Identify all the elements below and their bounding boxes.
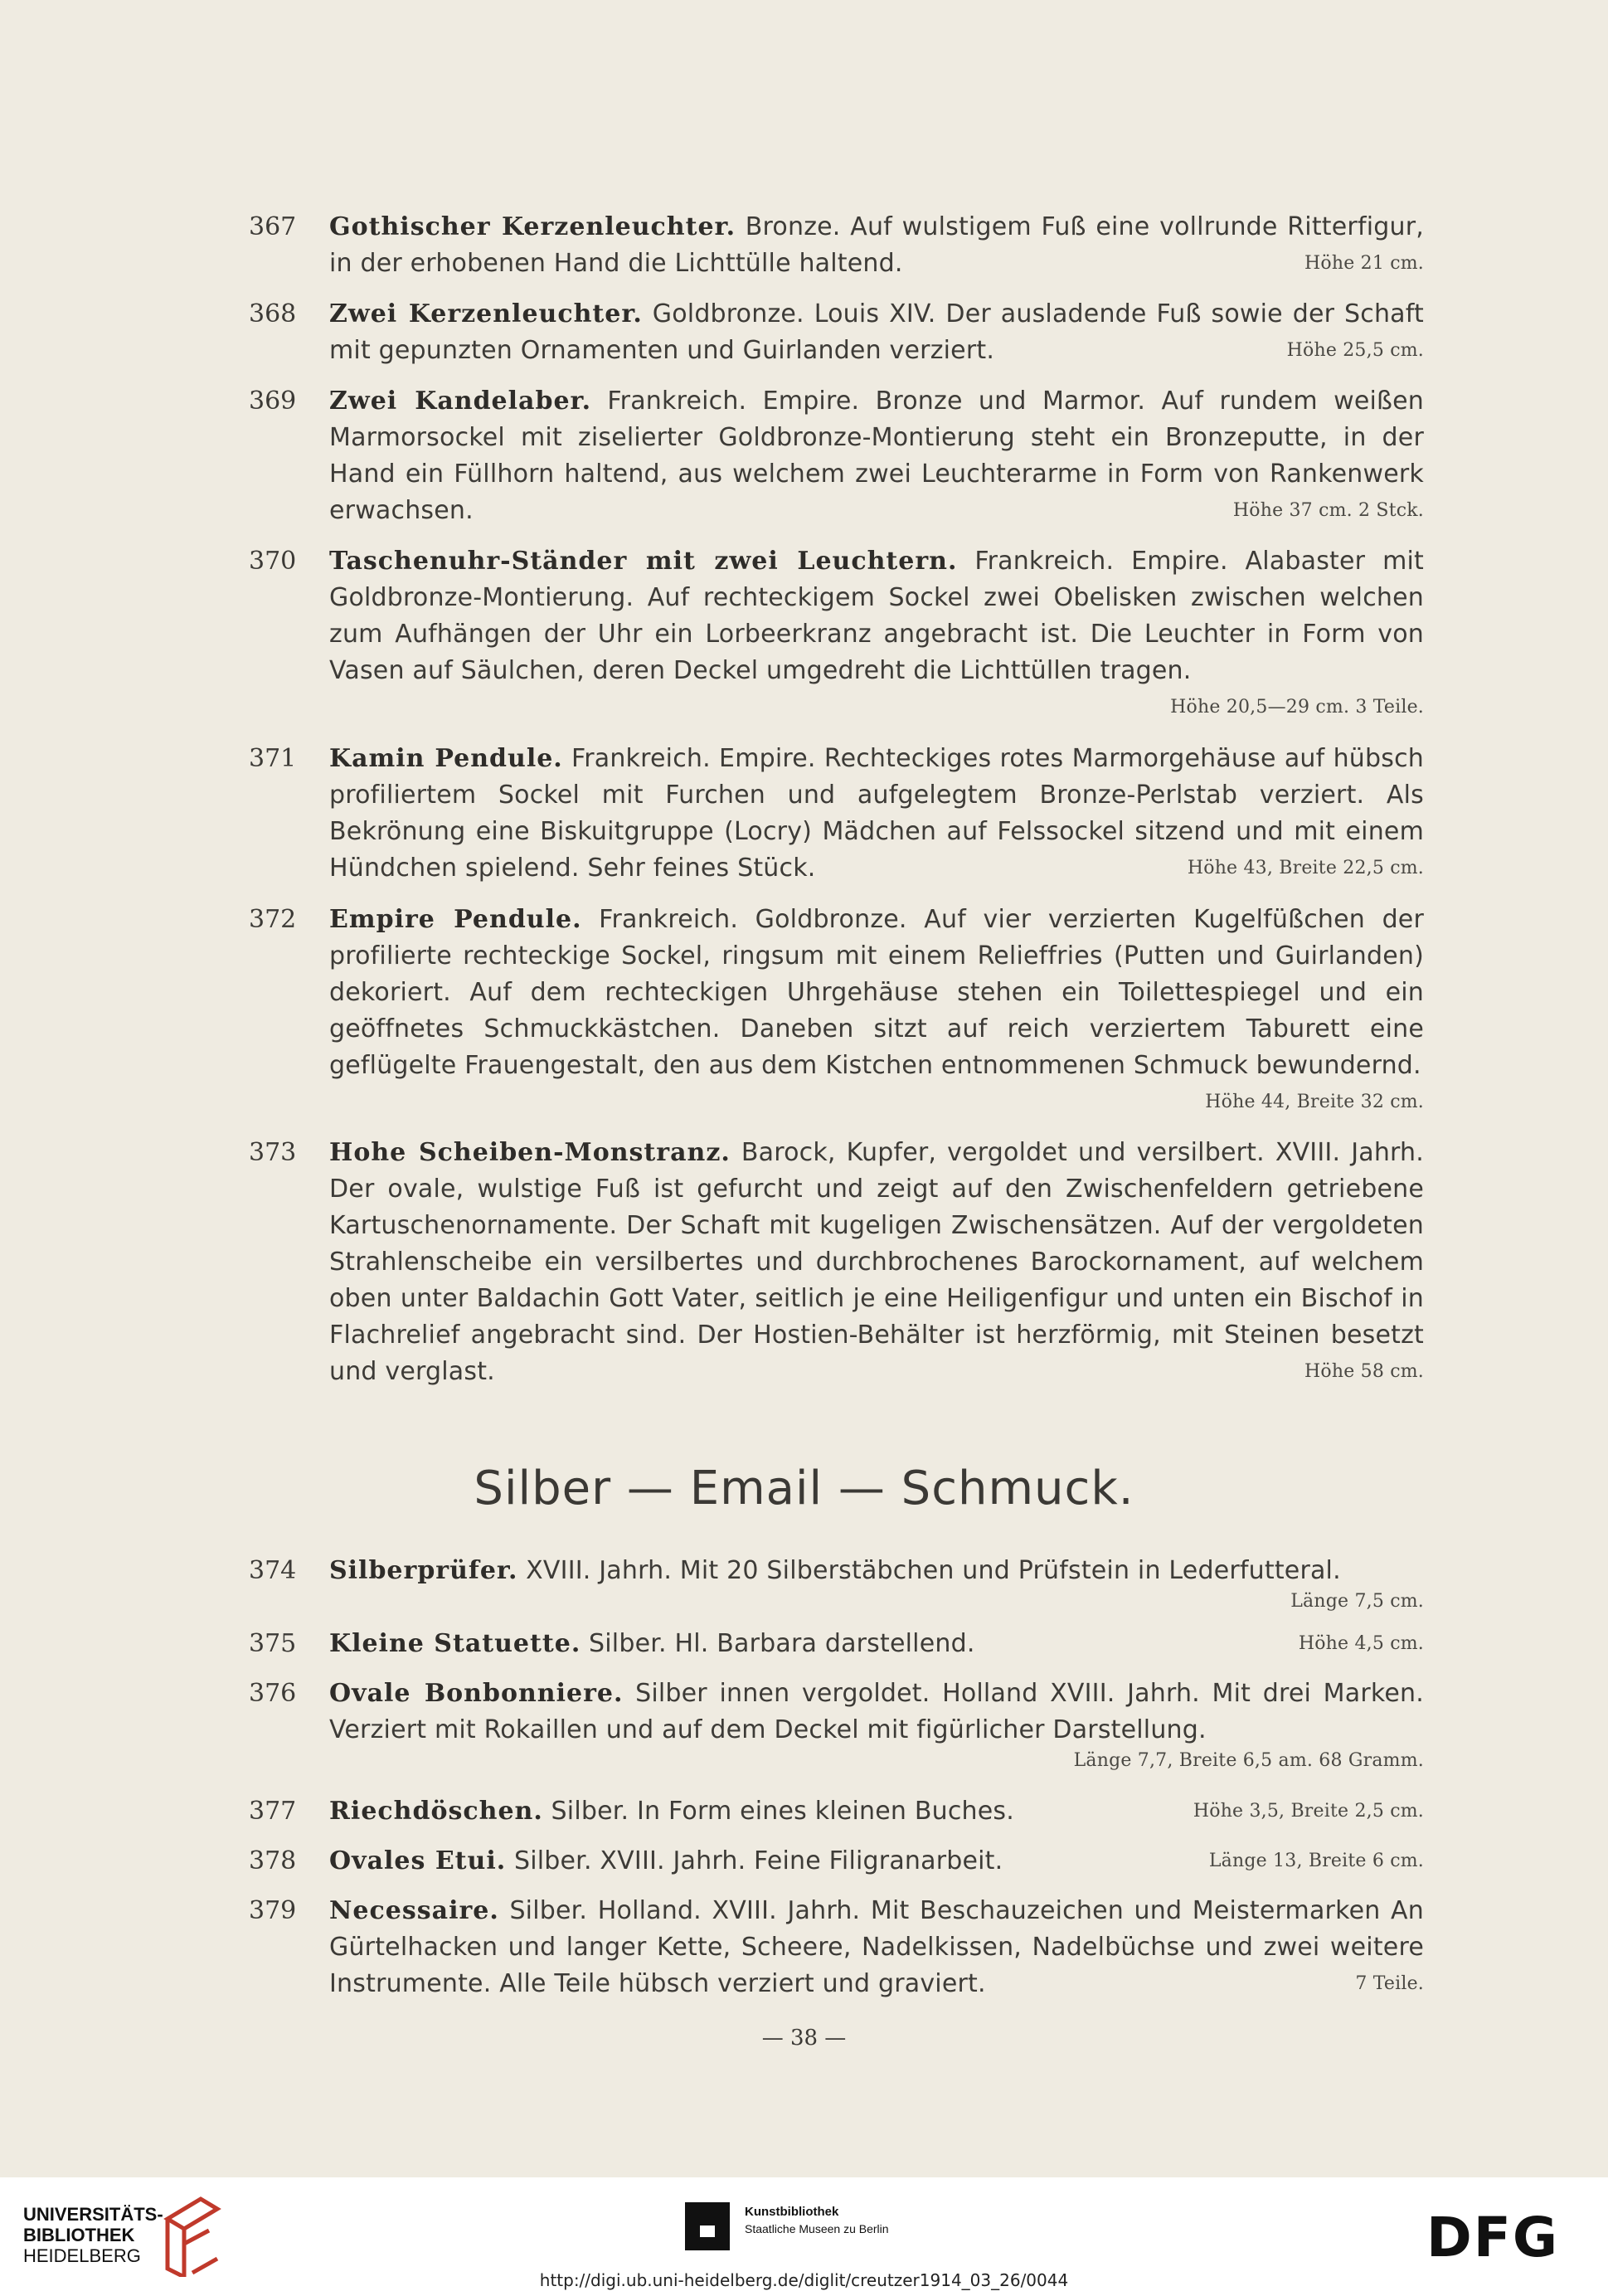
entry-title: Taschenuhr-Ständer mit zwei Leuchtern. xyxy=(329,547,958,576)
entry-number: 370 xyxy=(249,547,297,576)
viewer-footer xyxy=(0,2177,1608,2296)
entry-measure: 7 Teile. xyxy=(1355,1973,1424,1994)
entry-number: 374 xyxy=(249,1556,297,1585)
entry-measure: Höhe 4,5 cm. xyxy=(1298,1633,1424,1654)
entry-text: Frankreich. Empire. Alabaster mit Goldbronze-Montierung. Auf rechteckigem Sockel zwei Obelisken zwischen welchen zum Aufhängen der Uhr ein Lorbeerkranz angebracht ist. Die Leuchter in Form von Vasen auf Säulchen, deren Deckel umgedreht die Lichttüllen tragen. xyxy=(329,547,1425,685)
entry-title: Zwei Kandelaber. xyxy=(329,387,592,416)
entry-measure: Länge 13, Breite 6 cm. xyxy=(1208,1851,1424,1871)
entry-number: 368 xyxy=(249,299,297,328)
entry-text: Frankreich. Goldbronze. Auf vier verzierten Kugelfüßchen der profilierte rechteckige Sockel, ringsum mit einem Relieffries (Putten und Guirlanden) dekoriert. Auf dem rechteckigen Uhrgehäuse stehen ein Toilettespiegel und ein geöffnetes Schmuckkästchen. Daneben sitzt auf reich verziertem Taburett eine geflügelte Frauengestalt, den aus dem Kistchen entnommenen Schmuck bewundernd. xyxy=(329,905,1425,1080)
entry-number: 379 xyxy=(249,1896,297,1925)
entry-measure: Höhe 58 cm. xyxy=(1304,1361,1424,1382)
entry-title: Riechdöschen. xyxy=(329,1797,543,1826)
entry-measure: Höhe 37 cm. 2 Stck. xyxy=(1232,500,1424,521)
entry-title: Ovale Bonbonniere. xyxy=(329,1679,624,1708)
heidelberg-library-name[interactable]: UNIVERSITÄTS- BIBLIOTHEK HEIDELBERG xyxy=(23,2204,163,2266)
entry-number: 373 xyxy=(249,1138,297,1167)
entry-text: Goldbronze. Louis XIV. Der ausladende Fuß sowie der Schaft mit gepunzten Ornamenten und Guirlanden verziert. xyxy=(329,299,1424,365)
entry-text: Silber. XVIII. Jahrh. Feine Filigranarbeit. xyxy=(513,1846,1003,1875)
entry-number: 367 xyxy=(249,212,297,241)
entry-number: 378 xyxy=(249,1846,297,1875)
dfg-logo[interactable]: DFG xyxy=(1426,2206,1560,2269)
entry-measure: Höhe 20,5—29 cm. 3 Teile. xyxy=(1170,697,1424,718)
entry-title: Silberprüfer. xyxy=(329,1556,518,1585)
entry-text: Bronze. Auf wulstigem Fuß eine vollrunde Ritterfigur, in der erhobenen Hand die Lichttülle haltend. xyxy=(329,212,1424,278)
entry-text: Silber. In Form eines kleinen Buches. xyxy=(551,1797,1014,1826)
entry-number: 369 xyxy=(249,387,297,416)
entry-title: Empire Pendule. xyxy=(329,905,582,934)
entry-title: Zwei Kerzenleuchter. xyxy=(329,299,643,328)
entry-text: Frankreich. Empire. Bronze und Marmor. Auf rundem weißen Marmorsockel mit ziselierter Goldbronze-Montierung steht ein Bronzeputte, in der Hand ein Füllhorn haltend, aus welchem zwei Leuchterarme in Form von Rankenwerk erwachsen. xyxy=(329,387,1424,525)
entry-measure: Höhe 3,5, Breite 2,5 cm. xyxy=(1193,1801,1424,1822)
entry-text: XVIII. Jahrh. Mit 20 Silberstäbchen und Prüfstein in Lederfutteral. xyxy=(526,1556,1341,1585)
entry-measure: Länge 7,7, Breite 6,5 am. 68 Gramm. xyxy=(1073,1750,1424,1771)
page-number: — 38 — xyxy=(761,2026,847,2050)
heidelberg-logo-icon[interactable] xyxy=(163,2194,222,2277)
entry-title: Kamin Pendule. xyxy=(329,744,563,773)
entry-number: 377 xyxy=(249,1797,297,1826)
entry-number: 375 xyxy=(249,1629,297,1658)
entry-measure: Höhe 43, Breite 22,5 cm. xyxy=(1187,858,1424,878)
entry-number: 372 xyxy=(249,905,297,934)
entry-title: Hohe Scheiben-Monstranz. xyxy=(329,1138,731,1167)
kunstbibliothek-name[interactable]: Kunstbibliothek Staatliche Museen zu Berlin xyxy=(745,2205,889,2235)
entry-number: 376 xyxy=(249,1679,297,1708)
entry-measure: Höhe 21 cm. xyxy=(1304,253,1424,274)
entry-text: Silber. Holland. XVIII. Jahrh. Mit Beschauzeichen und Meistermarken An Gürtelhacken und langer Kette, Scheere, Nadelkissen, Nadelbüchse und zwei weitere Instrumente. Alle Teile hübsch verziert und graviert. xyxy=(329,1896,1424,1998)
section-heading: Silber — Email — Schmuck. xyxy=(474,1462,1134,1515)
kunstbibliothek-logo-icon[interactable] xyxy=(685,2202,730,2250)
entry-text: Silber innen vergoldet. Holland XVIII. Jahrh. Mit drei Marken. Verziert mit Rokaillen und auf dem Deckel mit figürlicher Darstellung. xyxy=(329,1679,1424,1744)
entry-measure: Höhe 25,5 cm. xyxy=(1286,340,1424,361)
entry-title: Necessaire. xyxy=(329,1896,499,1925)
entry-text: Barock, Kupfer, vergoldet und versilbert. XVIII. Jahrh. Der ovale, wulstige Fuß ist gefurcht und zeigt auf den Zwischenfeldern getriebene Kartuschenornamente. Der Schaft mit kugeligen Zwischensätzen. Auf der vergoldeten Strahlenscheibe ein versilbertes und durchbrochenes Barockornament, auf welchem oben unter Baldachin Gott Vater, seitlich je eine Heiligenfigur und unten ein Bischof in Flachrelief angebracht sind. Der Hostien-Behälter ist herzförmig, mit Steinen besetzt und verglast. xyxy=(329,1138,1424,1386)
entry-measure: Höhe 44, Breite 32 cm. xyxy=(1205,1092,1424,1112)
entry-measure: Länge 7,5 cm. xyxy=(1290,1591,1424,1612)
entry-title: Ovales Etui. xyxy=(329,1846,507,1875)
permalink-url[interactable]: http://digi.ub.uni-heidelberg.de/diglit/creutzer1914_03_26/0044 xyxy=(539,2270,1069,2290)
entry-number: 371 xyxy=(249,744,297,773)
entry-text: Frankreich. Empire. Rechteckiges rotes Marmorgehäuse auf hübsch profiliertem Sockel mit Furchen und aufgelegtem Bronze-Perlstab verziert. Als Bekrönung eine Biskuitgruppe (Locry) Mädchen auf Felssockel sitzend und mit einem Hündchen spielend. Sehr feines Stück. xyxy=(329,744,1424,883)
entry-text: Silber. Hl. Barbara darstellend. xyxy=(589,1629,975,1658)
entry-title: Kleine Statuette. xyxy=(329,1629,581,1658)
entry-title: Gothischer Kerzenleuchter. xyxy=(329,212,736,241)
